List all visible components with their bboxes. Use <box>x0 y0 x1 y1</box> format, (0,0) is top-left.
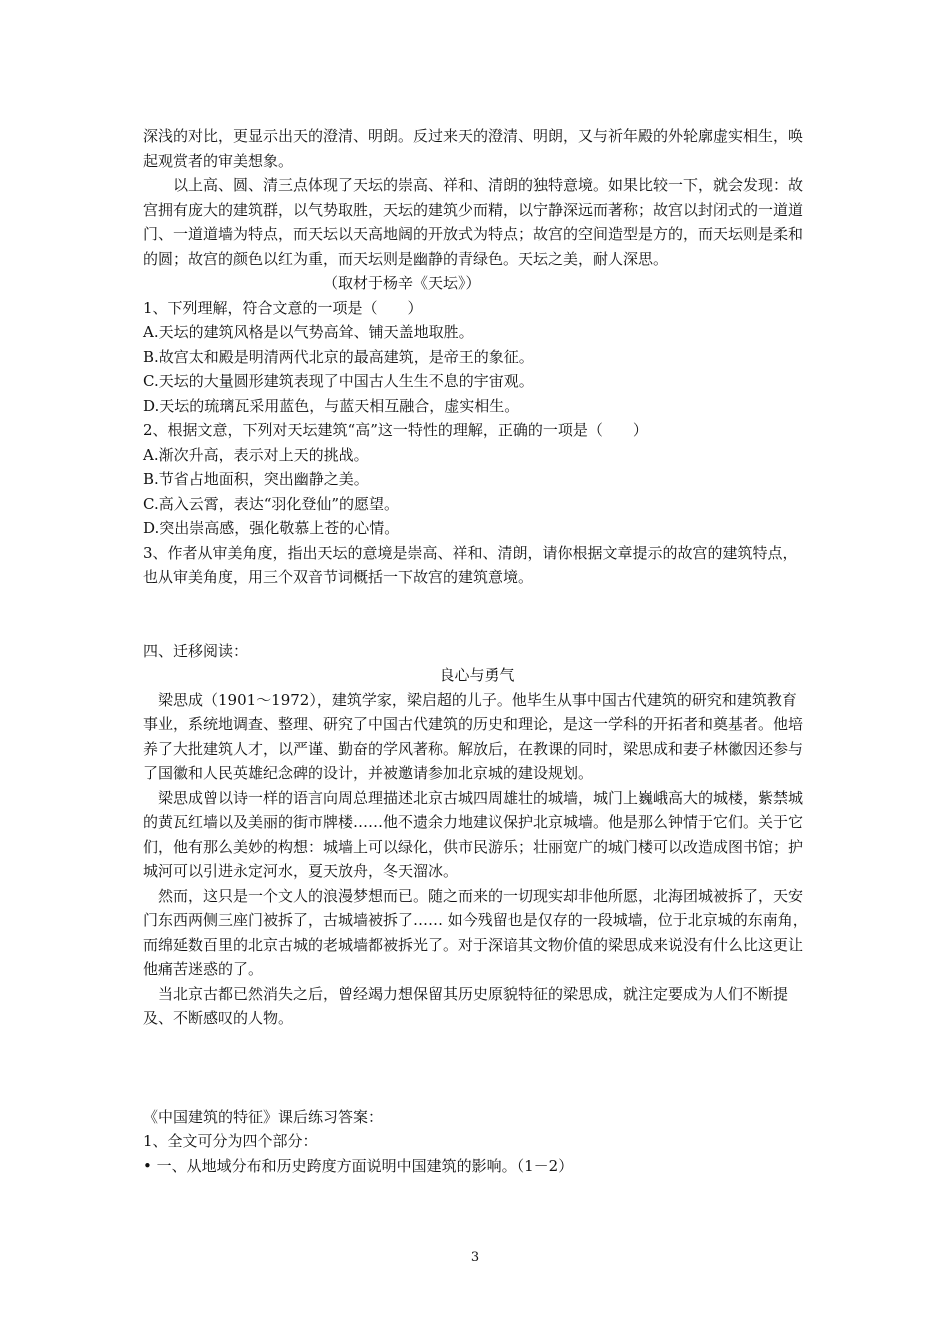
question-1-stem: 1、下列理解，符合文意的一项是（ ） <box>143 298 423 317</box>
answers-bullet-1: • 一、从地域分布和历史跨度方面说明中国建筑的影响。（1－2） <box>143 1156 574 1175</box>
question-2-option-c: C.高入云霄，表达“羽化登仙”的愿望。 <box>143 494 400 513</box>
passage-paragraph-2: 以上高、圆、清三点体现了天坛的崇高、祥和、清朗的独特意境。如果比较一下，就会发现：故宫拥有庞大的建筑群，以气势取胜，天坛的建筑少而精，以宁静深远而著称；故宫以封闭式的一道道门、一道道墙为特点，而天坛以天高地阔的开放式为特点；故宫的空间造型是方的，而天坛则是柔和的圆；故宫的颜色以红为重，而天坛则是幽静的青绿色。天坛之美，耐人深思。 <box>143 176 804 268</box>
question-1-option-a: A.天坛的建筑风格是以气势高耸、铺天盖地取胜。 <box>143 323 474 341</box>
source-citation: （取材于杨辛《天坛》） <box>323 274 481 292</box>
article-paragraph-1: 梁思成（1901～1972），建筑学家，梁启超的儿子。他毕生从事中国古代建筑的研究和建筑教育事业，系统地调查、整理、研究了中国古代建筑的历史和理论，是这一学科的开拓者和奠基者。他培养了大批建筑人才，以严谨、勤奋的学风著称。解放后，在教课的同时，梁思成和妻子林徽因还参与了国徽和人民英雄纪念碑的设计，并被邀请参加北京城的建设规划。 <box>143 690 804 782</box>
answers-item-1: 1、全文可分为四个部分： <box>143 1132 318 1150</box>
answers-heading: 《中国建筑的特征》课后练习答案： <box>143 1107 384 1126</box>
passage-paragraph-1: 深浅的对比，更显示出天的澄清、明朗。反过来天的澄清、明朗，又与祈年殿的外轮廓虚实相生，唤起观赏者的审美想象。 <box>143 127 804 170</box>
question-1-option-c: C.天坛的大量圆形建筑表现了中国古人生生不息的宇宙观。 <box>143 372 534 390</box>
article-paragraph-4: 当北京古都已然消失之后，曾经竭力想保留其历史原貌特征的梁思成，就注定要成为人们不断提及、不断感叹的人物。 <box>143 984 789 1027</box>
question-2-stem: 2、根据文意，下列对天坛建筑“高”这一特性的理解，正确的一项是（ ） <box>143 421 648 439</box>
article-title: 良心与勇气 <box>439 666 515 684</box>
document-body <box>143 124 811 1178</box>
question-2-option-a: A.渐次升高，表示对上天的挑战。 <box>143 445 369 464</box>
article-paragraph-2: 梁思成曾以诗一样的语言向周总理描述北京古城四周雄壮的城墙，城门上巍峨高大的城楼，紫禁城的黄瓦红墙以及美丽的街市牌楼……他不遗余力地建议保护北京城墙。他是那么钟情于它们。关于它们，他有那么美妙的构想：城墙上可以绿化，供市民游乐；壮丽宽广的城门楼可以改造成图书馆；护城河可以引进永定河水，夏天放舟，冬天溜冰。 <box>143 788 804 880</box>
question-1-option-b: B.故宫太和殿是明清两代北京的最高建筑，是帝王的象征。 <box>143 347 534 366</box>
page-number: 3 <box>470 1250 480 1265</box>
question-1-option-d: D.天坛的琉璃瓦采用蓝色，与蓝天相互融合，虚实相生。 <box>143 396 520 415</box>
question-3: 3、作者从审美角度，指出天坛的意境是崇高、祥和、清朗，请你根据文章提示的故宫的建筑特点，也从审美角度，用三个双音节词概括一下故宫的建筑意境。 <box>143 543 798 586</box>
spacer <box>143 1031 811 1105</box>
question-2-option-d: D.突出崇高感，强化敬慕上苍的心情。 <box>143 519 400 537</box>
spacer <box>143 590 811 639</box>
article-paragraph-3: 然而，这只是一个文人的浪漫梦想而已。随之而来的一切现实却非他所愿，北海团城被拆了，天安门东西两侧三座门被拆了，古城墙被拆了…… 如今残留也是仅存的一段城墙，位于北京城的东南角，而绵延数百里的北京古城的老城墙都被拆光了。对于深谙其文物价值的梁思成来说没有什么比这更让他痛苦迷惑的了。 <box>143 886 808 978</box>
question-2-option-b: B.节省占地面积，突出幽静之美。 <box>143 470 369 488</box>
section-4-heading: 四、迁移阅读： <box>143 641 249 660</box>
